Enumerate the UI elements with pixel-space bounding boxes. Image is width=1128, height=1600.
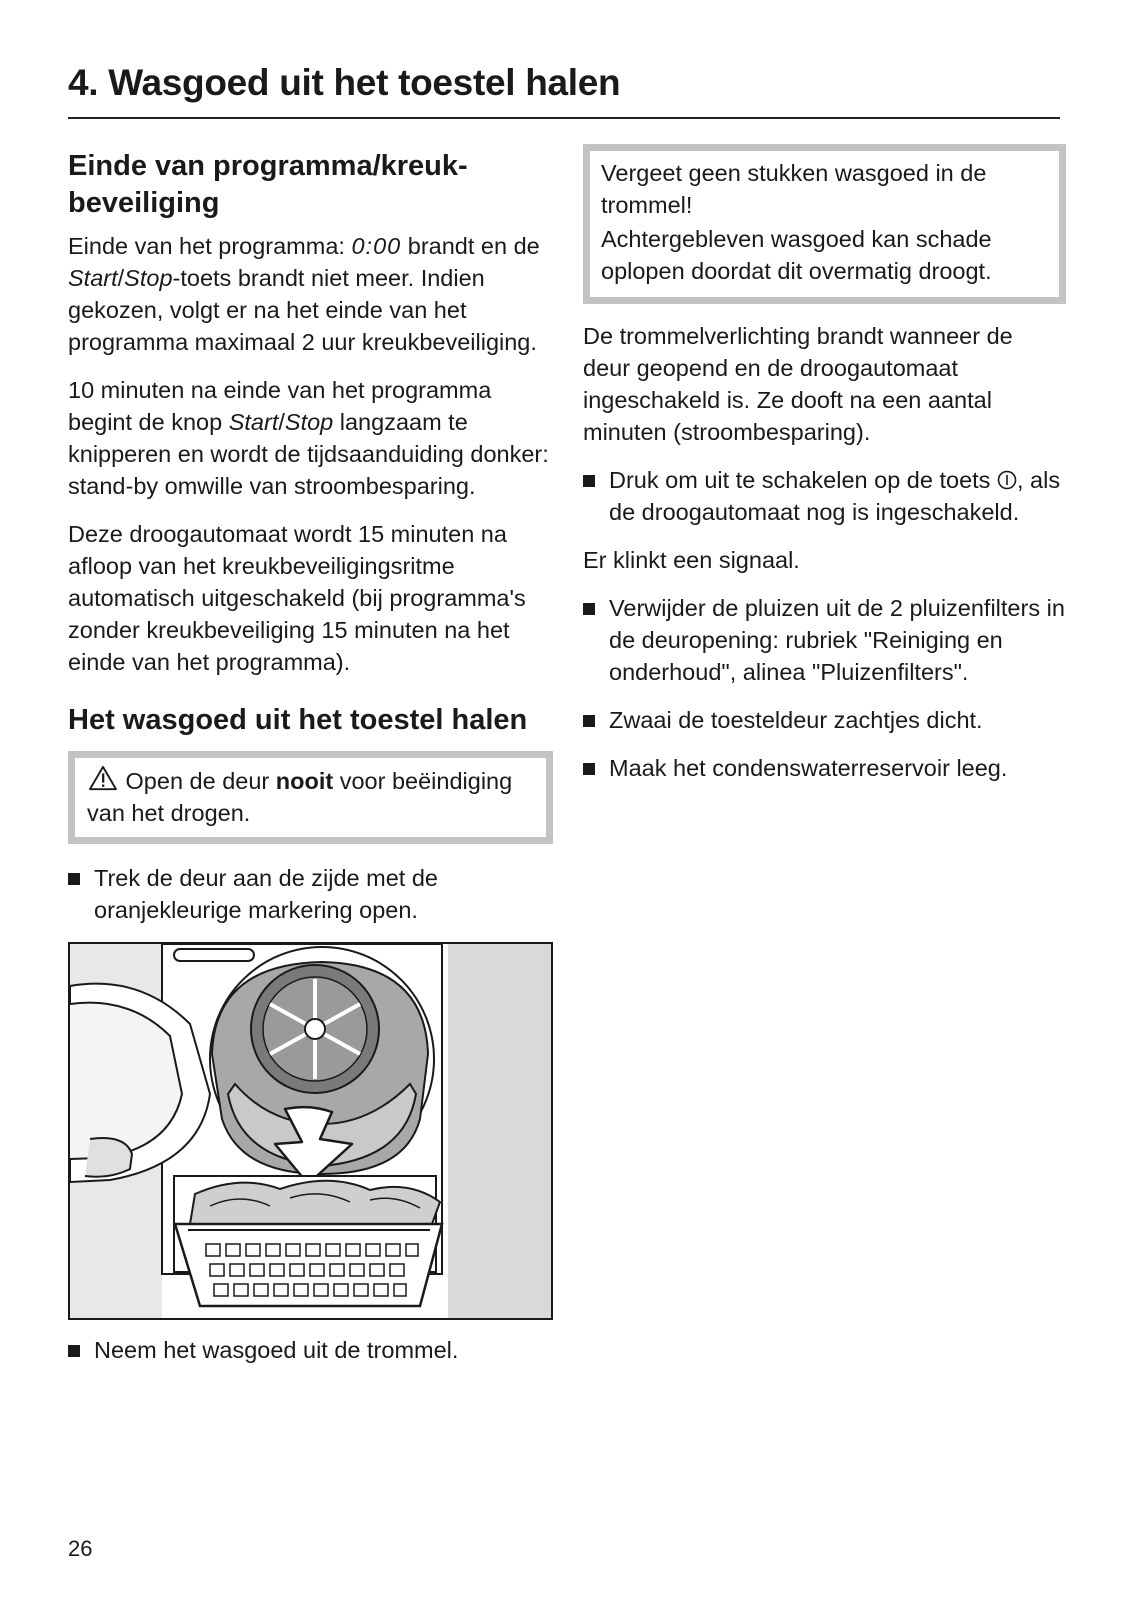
display-readout: 0:00	[351, 233, 402, 259]
right-column	[583, 144, 1066, 800]
dryer-illustration-svg	[70, 944, 551, 1318]
square-bullet-icon	[68, 1345, 80, 1357]
note-line-2: Achtergebleven wasgoed kan schade oplopen doordat dit overmatig droogt.	[601, 226, 992, 284]
step-switch-off: Druk om uit te schakelen op de toets , als de droogautomaat nog is ingeschakeld.	[583, 464, 1066, 528]
step-remove-lint: Verwijder de pluizen uit de 2 pluizenfilters in de deuropening: rubriek "Reiniging en onderhoud", alinea "Pluizenfilters".	[583, 592, 1066, 688]
page-number: 26	[68, 1536, 93, 1561]
note-line-1: Vergeet geen stukken wasgoed in de trommel!	[601, 160, 987, 218]
paragraph-program-end: Einde van het programma: 0:00 brandt en de Start/Stop-toets brandt niet meer. Indien gekozen, volgt er na het einde van het programma maximaal 2 uur kreukbeveiliging.	[68, 233, 540, 355]
step-empty-reservoir: Maak het condenswaterreservoir leeg.	[583, 752, 1066, 784]
section-heading-end-of-program: Einde van programma/kreukbeveiliging	[68, 150, 468, 219]
note-box	[583, 144, 1066, 304]
paragraph-standby: 10 minuten na einde van het programma begint de knop Start/Stop langzaam te knipperen en wordt de tijdsaanduiding donker: stand-by omwille van stroombesparing.	[68, 377, 549, 499]
warning-text: Open de deur nooit voor beëindiging van het drogen.	[87, 765, 534, 829]
left-column	[68, 148, 553, 1382]
square-bullet-icon	[583, 715, 595, 727]
square-bullet-icon	[583, 475, 595, 487]
title-divider	[68, 117, 1060, 119]
warning-triangle-icon	[87, 765, 119, 791]
page-title: 4. Wasgoed uit het toestel halen	[68, 62, 621, 103]
square-bullet-icon	[68, 873, 80, 885]
square-bullet-icon	[583, 603, 595, 615]
section-heading-remove-laundry: Het wasgoed uit het toestel halen	[68, 704, 528, 736]
step-close-door: Zwaai de toesteldeur zachtjes dicht.	[583, 704, 1066, 736]
paragraph-signal: Er klinkt een signaal.	[583, 547, 800, 573]
paragraph-drum-light: De trommelverlichting brandt wanneer de deur geopend en de droogautomaat ingeschakeld is. Ze dooft na een aantal minuten (stroombesparing).	[583, 323, 1013, 445]
paragraph-auto-off: Deze droogautomaat wordt 15 minuten na afloop van het kreukbeveiligingsritme automatisch uitgeschakeld (bij programma's zonder kreukbeveiliging 15 minuten na het einde van het programma).	[68, 521, 526, 675]
warning-box	[68, 751, 553, 844]
power-button-icon	[997, 470, 1017, 490]
step-open-door: Trek de deur aan de zijde met de oranjekleurige markering open.	[68, 862, 553, 926]
square-bullet-icon	[583, 763, 595, 775]
illustration-dryer-unloading	[68, 942, 553, 1320]
step-remove-laundry: Neem het wasgoed uit de trommel.	[68, 1334, 553, 1366]
